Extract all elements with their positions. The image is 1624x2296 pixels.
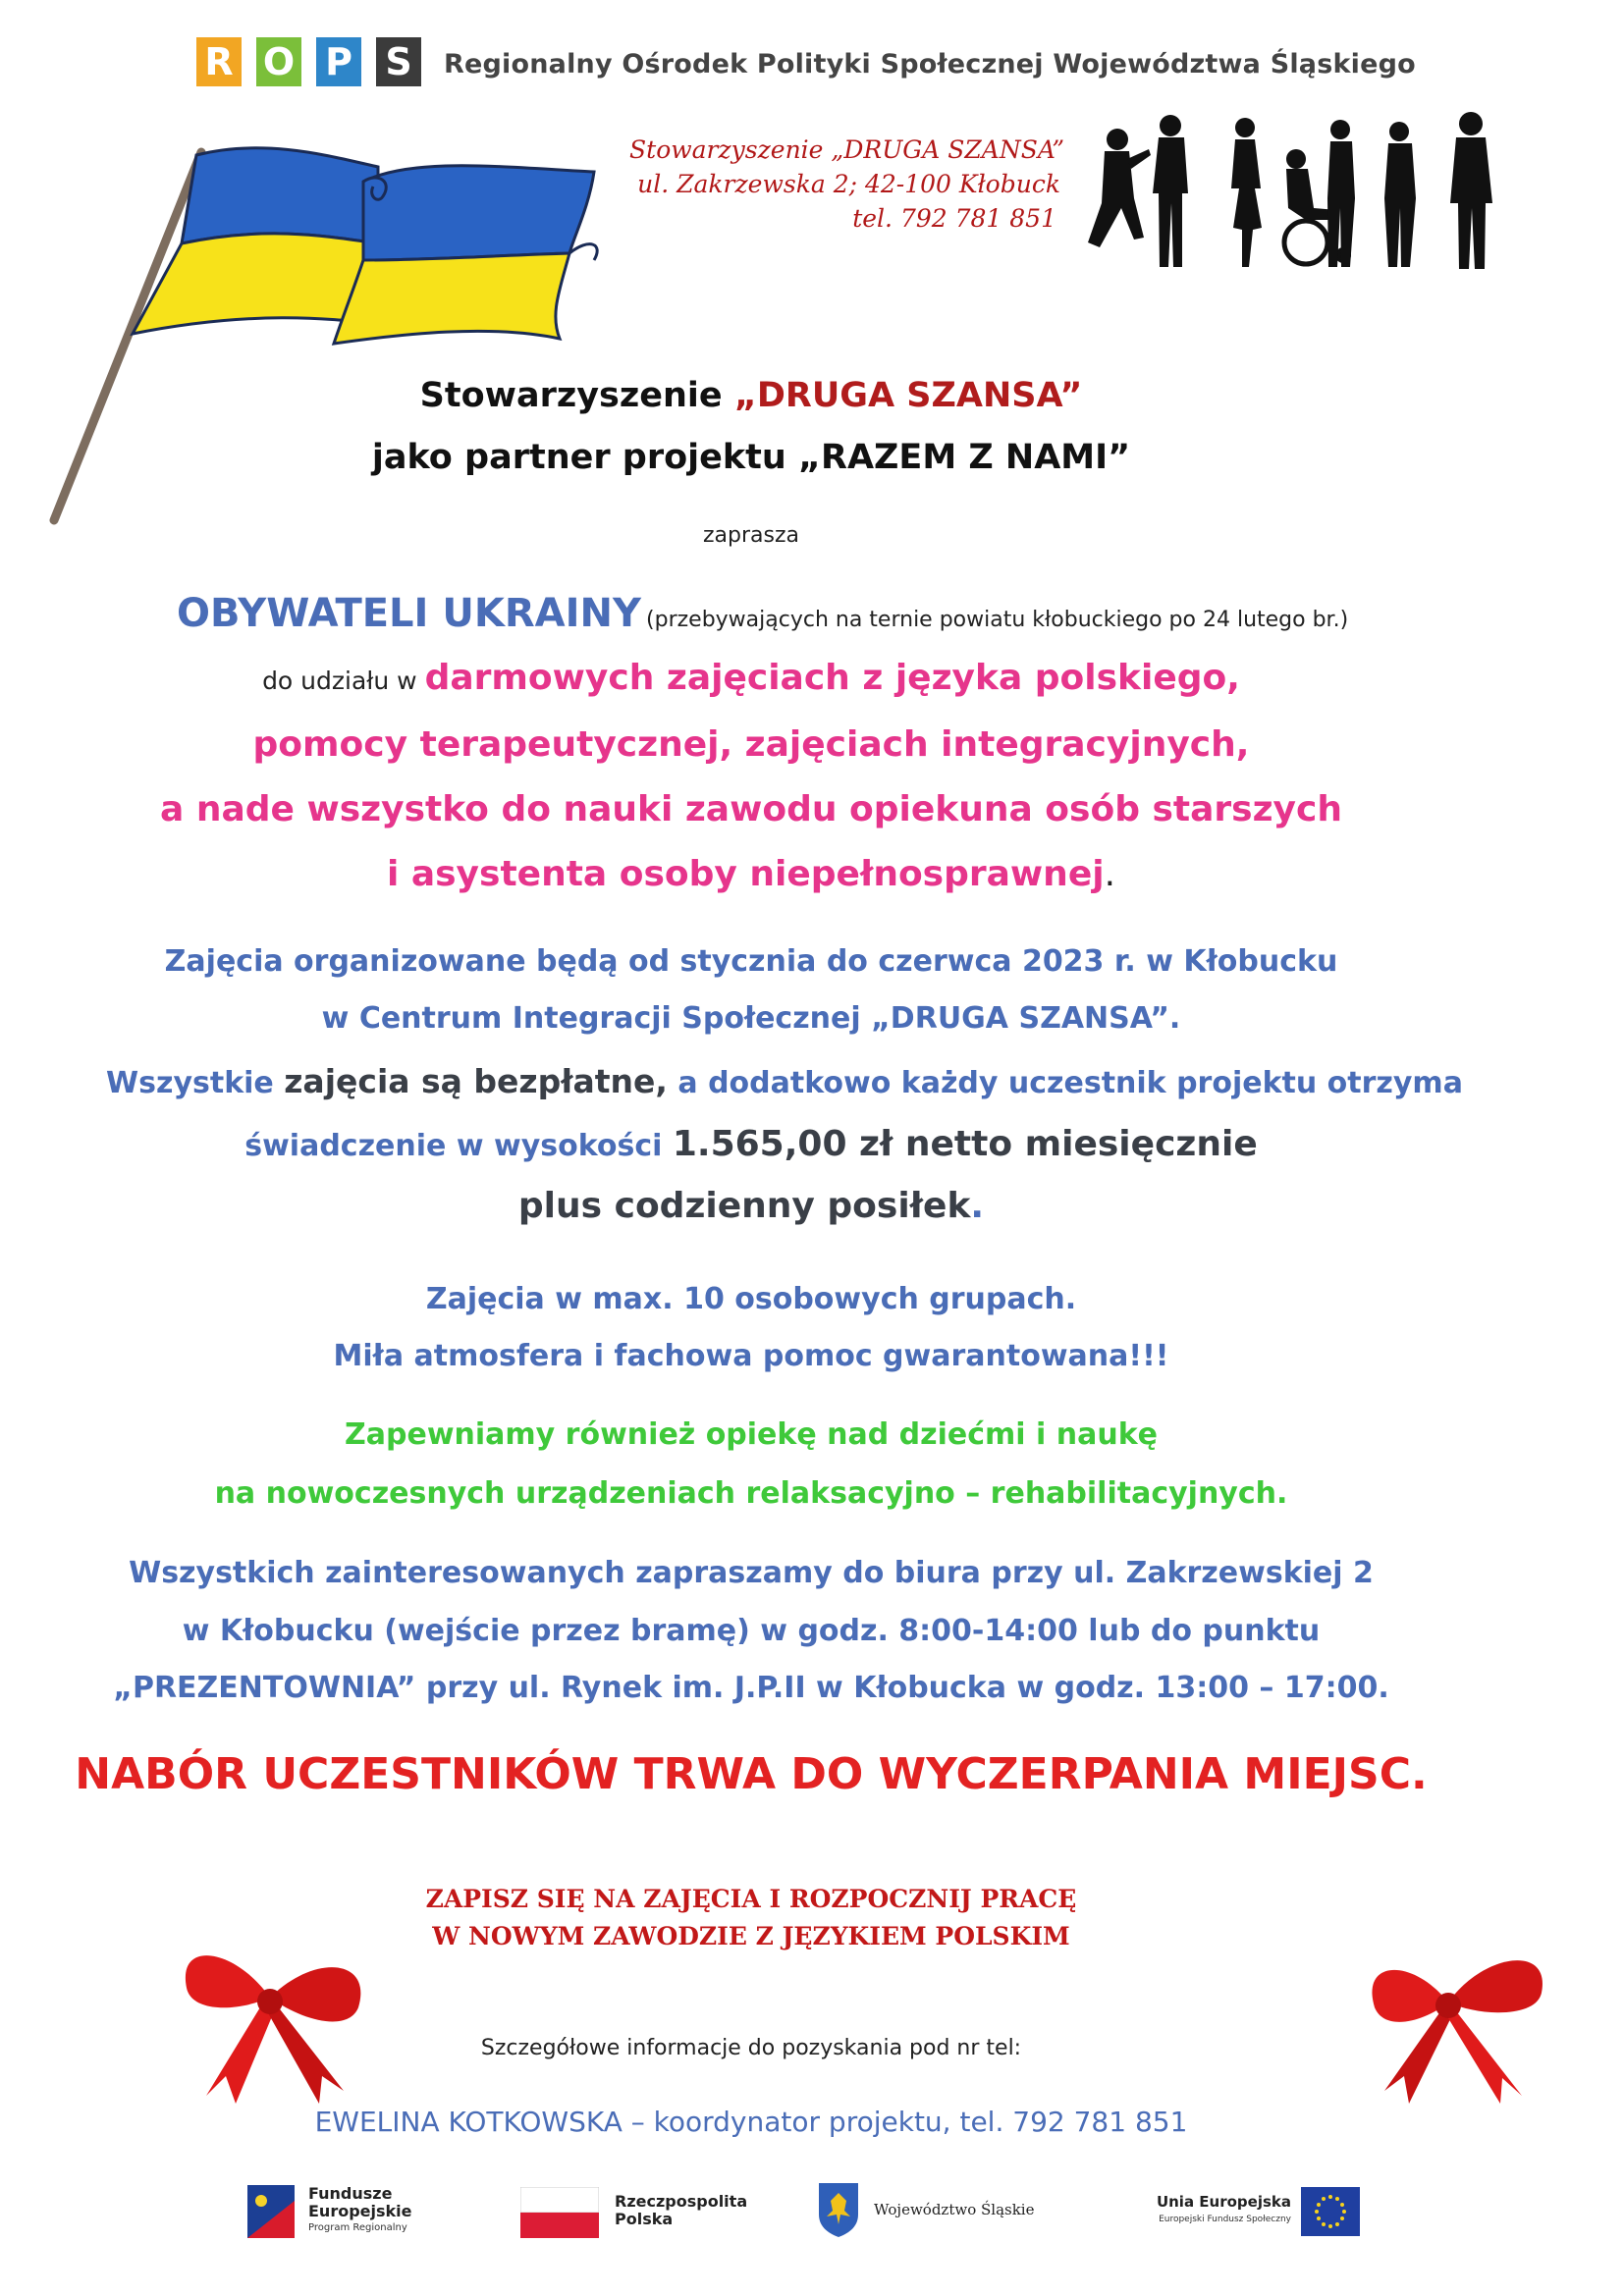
red-bow-right-icon — [1355, 1929, 1571, 2106]
intro-line-2: jako partner projektu „RAZEM Z NAMI” — [371, 438, 1131, 477]
details-line-1: Zajęcia organizowane będą od stycznia do czerwca 2023 r. w Kłobucku — [164, 944, 1338, 979]
details-line-4 — [0, 1124, 1563, 1164]
office-line-3: „PREZENTOWNIA” przy ul. Rynek im. J.P.II w Kłobucka w godz. 13:00 – 17:00. — [113, 1671, 1389, 1705]
invitation-target: OBYWATELI UKRAINY — [177, 591, 641, 636]
care-line-2: na nowoczesnych urządzeniach relaksacyjno – rehabilitacyjnych. — [214, 1476, 1288, 1511]
fundusze-europejskie-icon — [244, 2181, 298, 2242]
fe-line-1: Fundusze — [308, 2184, 393, 2203]
invitation-free-lessons: darmowych zajęciach z języka polskiego, — [424, 658, 1240, 698]
invitation-target-note: (przebywających na ternie powiatu kłobuckiego po 24 lutego br.) — [646, 608, 1349, 632]
invitation-line-1 — [0, 658, 1563, 698]
invitation-line-3: a nade wszystko do nauki zawodu opiekuna osób starszych — [160, 789, 1342, 829]
office-line-2: w Kłobucku (wejście przez bramę) w godz. 8:00-14:00 lub do punktu — [182, 1614, 1321, 1648]
rops-letter-r: R — [196, 37, 242, 86]
details-benefit: świadczenie w wysokości — [244, 1129, 673, 1163]
rops-letter-s: S — [376, 37, 421, 86]
intro-org-prefix: Stowarzyszenie — [419, 376, 734, 415]
signup-line-2: W NOWYM ZAWODZIE Z JĘZYKIEM POLSKIM — [432, 1922, 1070, 1950]
intro-org-highlight: „DRUGA SZANSA” — [733, 376, 1083, 415]
logo-rzeczpospolita — [520, 2187, 756, 2246]
invitation-period: . — [1104, 854, 1116, 894]
contact-person: EWELINA KOTKOWSKA – koordynator projektu, tel. 792 781 851 — [314, 2106, 1188, 2138]
details-line-2: w Centrum Integracji Społecznej „DRUGA SZANSA”. — [321, 1001, 1181, 1036]
details-amount: 1.565,00 zł netto miesięcznie — [672, 1124, 1258, 1164]
invitation-assistant: i asystenta osoby niepełnosprawnej — [386, 854, 1105, 894]
invitation-lead: do udziału w — [262, 667, 425, 695]
office-line-1: Wszystkich zainteresowanych zapraszamy do biura przy ul. Zakrzewskiej 2 — [129, 1556, 1374, 1590]
org-address: ul. Zakrzewska 2; 42-100 Kłobuck — [637, 170, 1060, 198]
rops-title: Regionalny Ośrodek Polityki Społecznej Województwa Śląskiego — [444, 49, 1416, 80]
logo-unia-europejska — [1124, 2181, 1389, 2246]
groups-line-2: Miła atmosfera i fachowa pomoc gwarantowana!!! — [333, 1339, 1169, 1373]
ue-line-2: Europejski Fundusz Społeczny — [1159, 2215, 1291, 2224]
fe-line-2: Europejskie — [308, 2202, 412, 2220]
ue-line-1: Unia Europejska — [1156, 2193, 1291, 2211]
polish-flag-icon — [520, 2187, 599, 2240]
details-line-3 — [0, 1062, 1597, 1100]
org-name: Stowarzyszenie „DRUGA SZANSA” — [629, 135, 1064, 164]
details-additionally: a dodatkowo każdy uczestnik projektu otrzyma — [667, 1066, 1463, 1100]
recruitment-banner: NABÓR UCZESTNIKÓW TRWA DO WYCZERPANIA MIEJSC. — [75, 1749, 1428, 1799]
intro-invites: zaprasza — [702, 523, 799, 548]
details-meal: plus codzienny posiłek — [517, 1186, 971, 1226]
invitation-line-4 — [0, 854, 1563, 894]
red-bow-left-icon — [147, 1929, 383, 2106]
rops-letter-o: O — [256, 37, 301, 86]
care-line-1: Zapewniamy również opiekę nad dziećmi i naukę — [345, 1417, 1158, 1452]
rp-line-2: Polska — [615, 2210, 674, 2228]
logo-fundusze-europejskie — [244, 2181, 440, 2246]
rp-line-1: Rzeczpospolita — [615, 2192, 748, 2211]
contact-info: Szczegółowe informacje do pozyskania pod nr tel: — [480, 2036, 1022, 2060]
details-meal-period: . — [970, 1186, 985, 1226]
org-phone: tel. 792 781 851 — [852, 204, 1056, 233]
groups-line-1: Zajęcia w max. 10 osobowych grupach. — [425, 1282, 1077, 1316]
signup-line-1: ZAPISZ SIĘ NA ZAJĘCIA I ROZPOCZNIJ PRACĘ — [425, 1885, 1077, 1913]
invitation-target-line — [177, 591, 1348, 636]
eu-flag-icon — [1301, 2187, 1360, 2236]
silesia-coat-of-arms-icon — [817, 2181, 860, 2238]
intro-line-1 — [0, 376, 1563, 415]
logo-wojewodztwo-slaskie — [817, 2181, 1072, 2246]
invitation-line-2: pomocy terapeutycznej, zajęciach integracyjnych, — [252, 724, 1250, 765]
ws-label: Województwo Śląskie — [874, 2201, 1035, 2218]
details-free: zajęcia są bezpłatne, — [284, 1062, 668, 1100]
fe-line-3: Program Regionalny — [308, 2222, 407, 2233]
rops-letter-p: P — [316, 37, 361, 86]
details-all: Wszystkie — [106, 1066, 285, 1100]
people-silhouettes-icon — [1080, 110, 1512, 272]
details-line-5 — [0, 1186, 1563, 1226]
